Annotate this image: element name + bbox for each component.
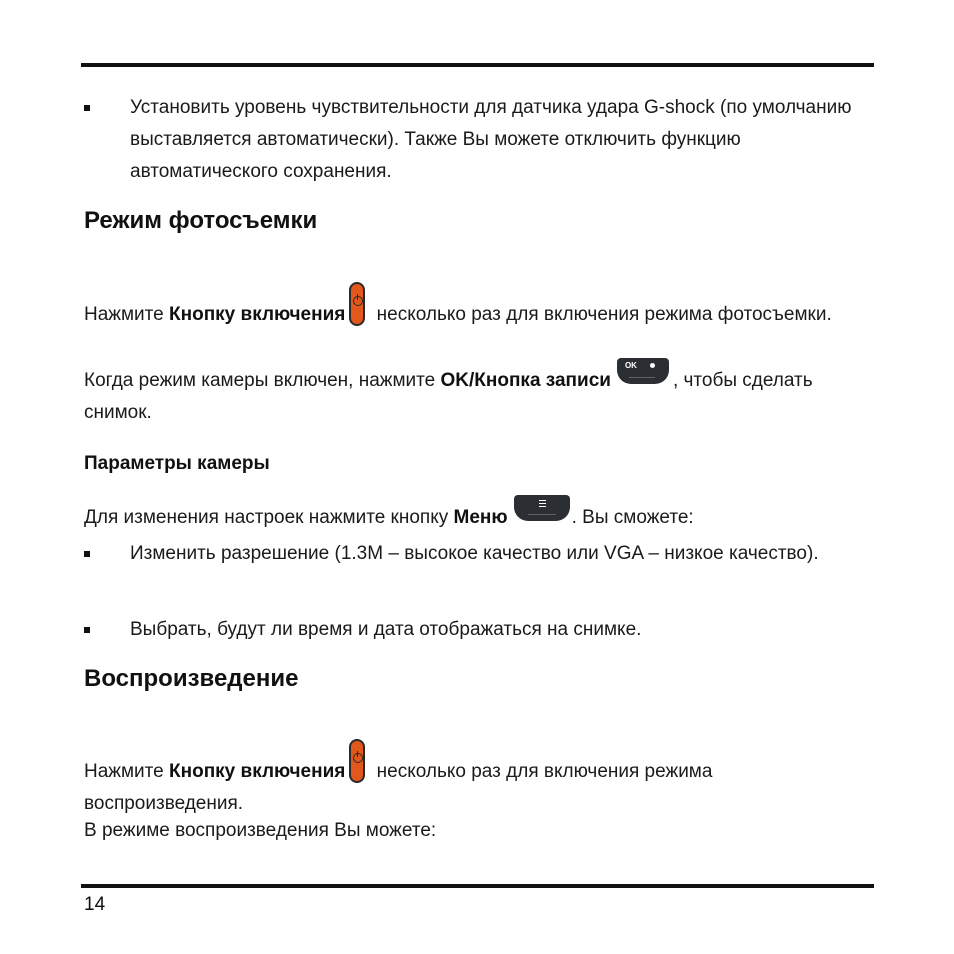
paragraph-camera-menu: [84, 495, 874, 534]
bold-term-ok-record: OK/Кнопка записи: [440, 370, 611, 391]
heading-playback: Воспроизведение: [84, 665, 299, 692]
top-divider: [81, 63, 874, 67]
bottom-divider: [81, 884, 874, 888]
list-item-text: Выбрать, будут ли время и дата отображаться на снимке.: [130, 619, 642, 640]
ok-record-button-icon: [617, 358, 669, 384]
bold-term-power-button: Кнопку включения: [169, 761, 346, 782]
bullet-marker: [84, 551, 90, 557]
menu-button-icon: [514, 495, 570, 521]
bullet-marker: [84, 627, 90, 633]
heading-camera-params: Параметры камеры: [84, 453, 270, 474]
bullet-marker: [84, 105, 90, 111]
paragraph-playback-power: [84, 739, 874, 820]
text-segment: Нажмите: [84, 761, 170, 782]
heading-photo-mode: Режим фотосъемки: [84, 207, 318, 234]
paragraph-photo-ok: [84, 358, 874, 429]
list-item-text: Установить уровень чувствительности для датчика удара G-shock (по умолчанию выставляется автоматически). Также Вы можете отключить функцию автоматического сохранения.: [130, 97, 852, 182]
power-button-icon: [349, 282, 365, 326]
page-number: 14: [84, 894, 106, 915]
text-segment: . Вы сможете:: [571, 507, 694, 528]
bold-term-menu: Меню: [453, 507, 508, 528]
icon-highlight: [629, 377, 655, 378]
paragraph-photo-power: [84, 282, 874, 331]
text-segment: Нажмите: [84, 304, 170, 325]
icon-highlight: [528, 514, 556, 515]
menu-bars-icon: [539, 500, 546, 507]
text-segment: Когда режим камеры включен, нажмите: [84, 370, 441, 391]
list-item-datetime: [84, 614, 874, 646]
list-item-text: Изменить разрешение (1.3М – высокое качество или VGA – низкое качество).: [130, 543, 819, 564]
text-segment: несколько раз для включения режима воспроизведения.: [84, 761, 713, 814]
paragraph-playback-options: В режиме воспроизведения Вы можете:: [84, 820, 437, 841]
text-segment: , чтобы сделать снимок.: [84, 370, 813, 423]
text-segment: несколько раз для включения режима фотосъемки.: [371, 304, 832, 325]
list-item-resolution: [84, 538, 874, 570]
record-dot-icon: [650, 363, 655, 368]
bold-term-power-button: Кнопку включения: [169, 304, 346, 325]
ok-icon-label: OK: [624, 361, 637, 370]
list-item-gshock: [84, 92, 874, 188]
power-button-icon: [349, 739, 365, 783]
text-segment: Для изменения настроек нажмите кнопку: [84, 507, 454, 528]
